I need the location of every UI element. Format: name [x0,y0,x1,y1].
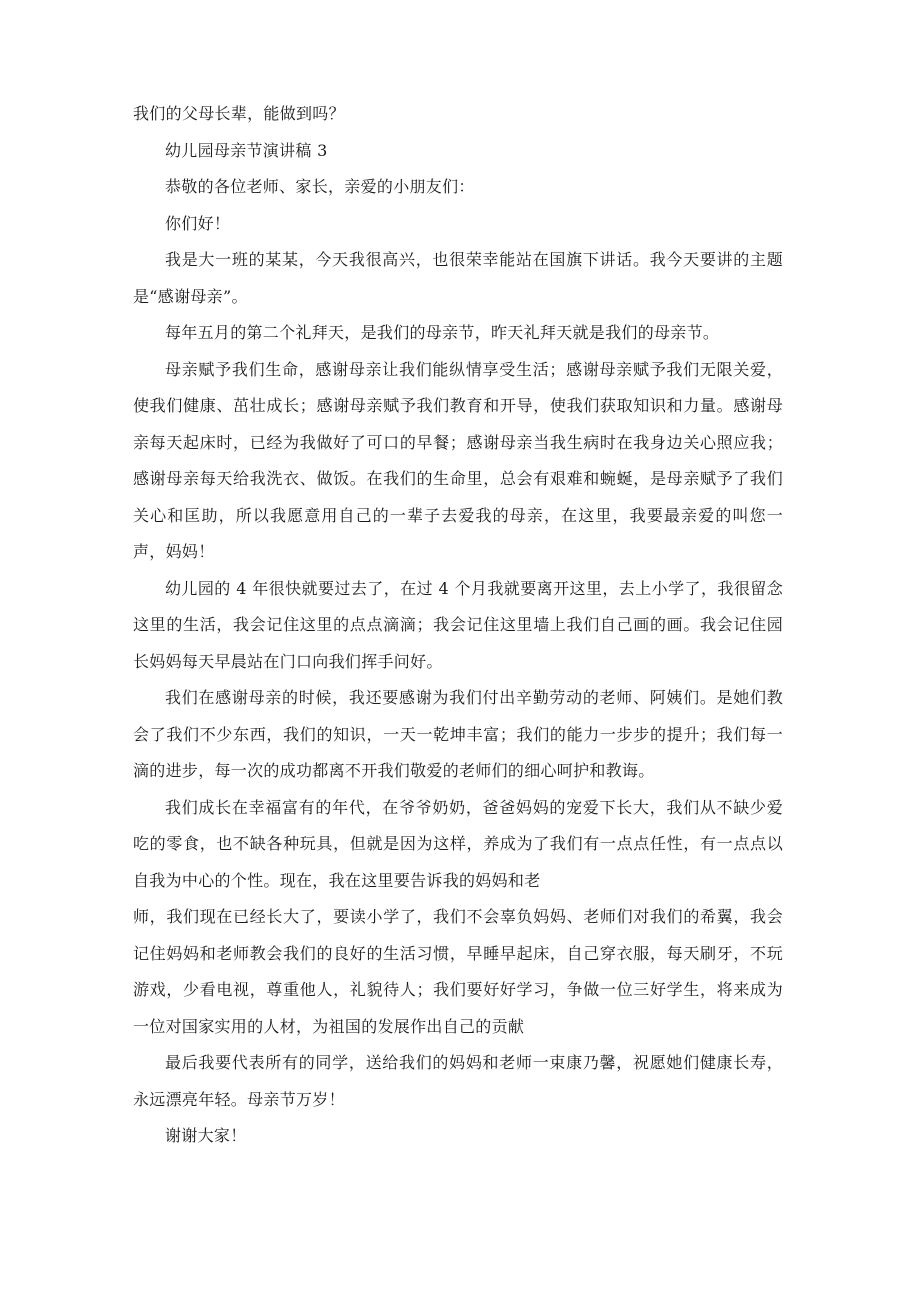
paragraph-salutation: 恭敬的各位老师、家长，亲爱的小朋友们： [165,177,475,196]
paragraph-thanks: 谢谢大家！ [165,1126,247,1145]
section-title: 幼儿园母亲节演讲稿 3 [165,140,328,160]
paragraph-greeting: 你们好！ [165,213,231,233]
paragraph-thank-teachers: 我们在感谢母亲的时候，我还要感谢为我们付出辛勤劳动的老师、阿姨们。是她们教会了我们不少东西，我们的知识，一天一乾坤丰富；我们的能力一步步的提升；我们每一滴的进步，每一次的成功都离不开我们敬爱的老师们的细心呵护和教诲。 [133,688,783,780]
document-body [133,96,783,1155]
paragraph-growing-up: 我们成长在幸福富有的年代，在爷爷奶奶，爸爸妈妈的宠爱下长大，我们从不缺少爱吃的零食，也不缺各种玩具，但就是因为这样，养成为了我们有一点点任性，有一点点以自我为中心的个性。现在，我在这里要告诉我的妈妈和老 [133,797,783,890]
paragraph-thank-mother: 母亲赋予我们生命，感谢母亲让我们能纵情享受生活；感谢母亲赋予我们无限关爱，使我们健康、茁壮成长；感谢母亲赋予我们教育和开导，使我们获取知识和力量。感谢母亲每天起床时，已经为我做好了可口的早餐；感谢母亲当我生病时在我身边关心照应我；感谢母亲每天给我洗衣、做饭。在我们的生命里，总会有艰难和蜿蜒，是母亲赋予了我们关心和匡助，所以我愿意用自己的一辈子去爱我的母亲，在这里，我要最亲爱的叫您一声，妈妈！ [133,359,783,561]
paragraph-kindergarten-years: 幼儿园的 4 年很快就要过去了，在过 4 个月我就要离开这里，去上小学了，我很留念这里的生活，我会记住这里的点点滴滴；我会记住这里墙上我们自己画的画。我会记住园长妈妈每天早晨站在门口向我们挥手问好。 [133,578,783,671]
paragraph-final-wishes: 最后我要代表所有的同学，送给我们的妈妈和老师一束康乃馨，祝愿她们健康长寿，永远漂亮年轻。母亲节万岁！ [133,1053,783,1109]
paragraph-closing-question: 我们的父母长辈，能做到吗？ [133,104,345,123]
paragraph-mothers-day: 每年五月的第二个礼拜天，是我们的母亲节，昨天礼拜天就是我们的母亲节。 [165,323,720,342]
paragraph-promise: 师，我们现在已经长大了，要读小学了，我们不会辜负妈妈、老师们对我们的希翼，我会记住妈妈和老师教会我们的良好的生活习惯，早睡早起床，自己穿衣服，每天刷牙，不玩游戏，少看电视，尊重他人，礼貌待人；我们要好好学习，争做一位三好学生，将来成为一位对国家实用的人材，为祖国的发展作出自己的贡献 [133,907,783,1036]
paragraph-intro: 我是大一班的某某，今天我很高兴，也很荣幸能站在国旗下讲话。我今天要讲的主题是“感谢母亲”。 [133,250,783,306]
